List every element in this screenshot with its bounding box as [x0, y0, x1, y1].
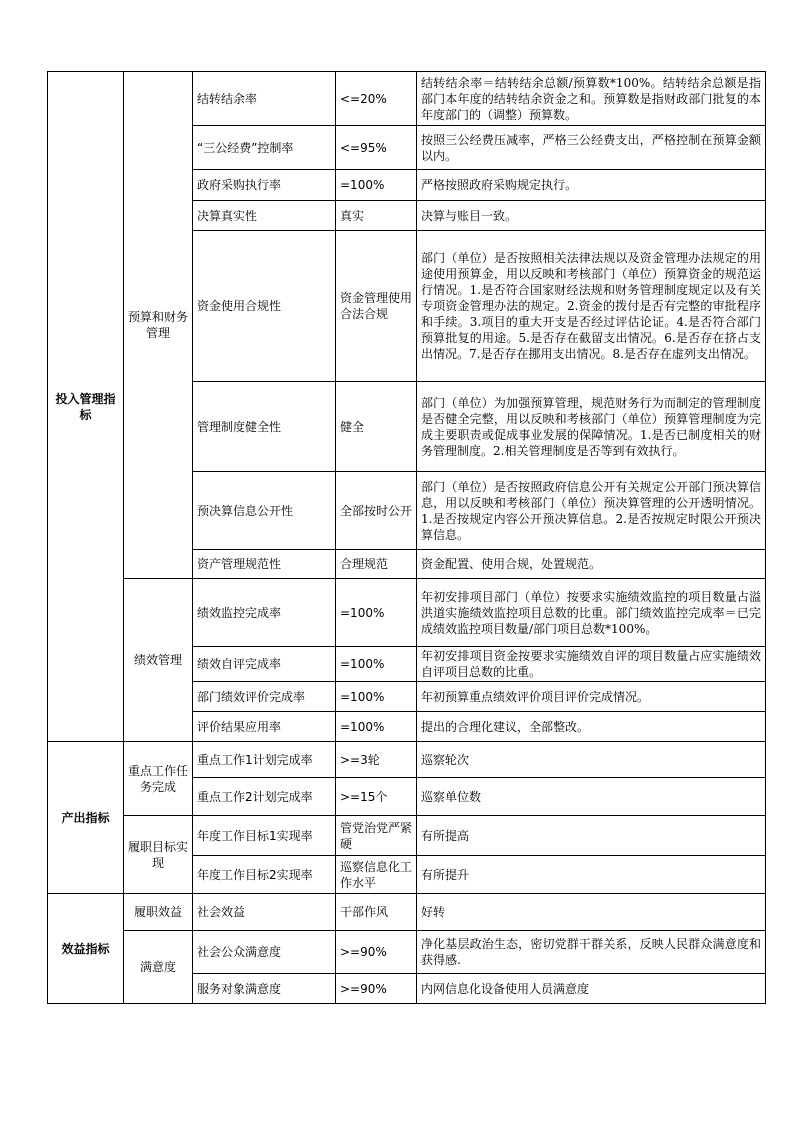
level2-indicator-cell: 绩效管理 — [124, 579, 193, 742]
indicator-value: =100% — [336, 170, 417, 201]
table-row — [48, 742, 766, 778]
indicator-value: =100% — [336, 682, 417, 712]
indicator-name: 重点工作2计划完成率 — [193, 778, 336, 816]
indicator-description: 部门（单位）是否按照相关法律法规以及资金管理办法规定的用途使用预算金，用以反映和考核部门（单位）预算资金的规范运行情况。1.是否符合国家财经法规和财务管理制度规定以及有关专项资金管理办法的规定。2.资金的拨付是否有完整的审批程序和手续。3.项目的重大开支是否经过评估论证。4.是否符合部门预算批复的用途。5.是否存在截留支出情况。6.是否存在挤占支出情况。7.是否存在挪用支出情况。8.是否存在虚列支出情况。 — [417, 231, 766, 382]
indicator-name: 资产管理规范性 — [193, 550, 336, 579]
indicator-name: “三公经费”控制率 — [193, 126, 336, 170]
indicator-name: 绩效监控完成率 — [193, 579, 336, 647]
level2-indicator-cell: 预算和财务管理 — [124, 72, 193, 579]
indicator-name: 管理制度健全性 — [193, 382, 336, 472]
indicator-name: 重点工作1计划完成率 — [193, 742, 336, 778]
indicator-name: 社会公众满意度 — [193, 931, 336, 974]
indicator-value: <=95% — [336, 126, 417, 170]
indicator-name: 年度工作目标1实现率 — [193, 816, 336, 856]
level1-indicator-cell: 投入管理指标 — [48, 72, 124, 742]
indicator-value: >=90% — [336, 974, 417, 1004]
performance-indicator-table — [47, 71, 766, 1004]
indicator-description: 部门（单位）为加强预算管理，规范财务行为而制定的管理制度是否健全完整，用以反映和考核部门（单位）预算管理制度为完成主要职责或促成事业发展的保障情况。1.是否已制度相关的财务管理制度。2.相关管理制度是否等到有效执行。 — [417, 382, 766, 472]
indicator-value: 巡察信息化工作水平 — [336, 856, 417, 894]
indicator-value: 干部作风 — [336, 894, 417, 931]
indicator-description: 巡察轮次 — [417, 742, 766, 778]
indicator-value: =100% — [336, 712, 417, 742]
indicator-name: 政府采购执行率 — [193, 170, 336, 201]
indicator-value: 资金管理使用合法合规 — [336, 231, 417, 382]
indicator-value: <=20% — [336, 72, 417, 126]
indicator-name: 服务对象满意度 — [193, 974, 336, 1004]
indicator-name: 决算真实性 — [193, 201, 336, 231]
table-row — [48, 579, 766, 647]
indicator-value: >=90% — [336, 931, 417, 974]
indicator-description: 结转结余率＝结转结余总额/预算数*100%。结转结余总额是指部门本年度的结转结余资金之和。预算数是指财政部门批复的本年度部门的（调整）预算数。 — [417, 72, 766, 126]
indicator-description: 年初安排项目部门（单位）按要求实施绩效监控的项目数量占溢洪道实施绩效监控项目总数的比重。部门绩效监控完成率＝已完成绩效监控项目数量/部门项目总数*100%。 — [417, 579, 766, 647]
indicator-name: 资金使用合规性 — [193, 231, 336, 382]
indicator-value: 健全 — [336, 382, 417, 472]
indicator-value: >=3轮 — [336, 742, 417, 778]
indicator-name: 部门绩效评价完成率 — [193, 682, 336, 712]
indicator-description: 决算与账目一致。 — [417, 201, 766, 231]
table-row — [48, 816, 766, 856]
level2-indicator-cell: 满意度 — [124, 931, 193, 1004]
level2-indicator-cell: 履职效益 — [124, 894, 193, 931]
table-row — [48, 72, 766, 126]
indicator-name: 社会效益 — [193, 894, 336, 931]
level2-indicator-cell: 履职目标实现 — [124, 816, 193, 894]
table-row — [48, 894, 766, 931]
indicator-value: =100% — [336, 579, 417, 647]
indicator-description: 内网信息化设备使用人员满意度 — [417, 974, 766, 1004]
indicator-description: 按照三公经费压减率，严格三公经费支出，严格控制在预算金额以内。 — [417, 126, 766, 170]
indicator-name: 预决算信息公开性 — [193, 472, 336, 550]
table-row — [48, 931, 766, 974]
indicator-description: 严格按照政府采购规定执行。 — [417, 170, 766, 201]
indicator-description: 年初安排项目资金按要求实施绩效自评的项目数量占应实施绩效自评项目总数的比重。 — [417, 647, 766, 682]
indicator-description: 年初预算重点绩效评价项目评价完成情况。 — [417, 682, 766, 712]
indicator-value: 全部按时公开 — [336, 472, 417, 550]
indicator-name: 年度工作目标2实现率 — [193, 856, 336, 894]
indicator-value: 真实 — [336, 201, 417, 231]
indicator-value: >=15个 — [336, 778, 417, 816]
indicator-description: 部门（单位）是否按照政府信息公开有关规定公开部门预决算信息，用以反映和考核部门（单位）预决算管理的公开透明情况。1.是否按规定内容公开预决算信息。2.是否按规定时限公开预决算信息。 — [417, 472, 766, 550]
indicator-description: 净化基层政治生态，密切党群干群关系，反映人民群众满意度和获得感. — [417, 931, 766, 974]
indicator-description: 有所提高 — [417, 816, 766, 856]
indicator-description: 巡察单位数 — [417, 778, 766, 816]
indicator-name: 绩效自评完成率 — [193, 647, 336, 682]
indicator-value: 合理规范 — [336, 550, 417, 579]
indicator-description: 好转 — [417, 894, 766, 931]
level2-indicator-cell: 重点工作任务完成 — [124, 742, 193, 816]
indicator-description: 提出的合理化建议，全部整改。 — [417, 712, 766, 742]
indicator-description: 资金配置、使用合规，处置规范。 — [417, 550, 766, 579]
indicator-value: =100% — [336, 647, 417, 682]
level1-indicator-cell: 效益指标 — [48, 894, 124, 1004]
indicator-value: 管党治党严紧硬 — [336, 816, 417, 856]
indicator-description: 有所提升 — [417, 856, 766, 894]
level1-indicator-cell: 产出指标 — [48, 742, 124, 894]
indicator-name: 结转结余率 — [193, 72, 336, 126]
indicator-name: 评价结果应用率 — [193, 712, 336, 742]
